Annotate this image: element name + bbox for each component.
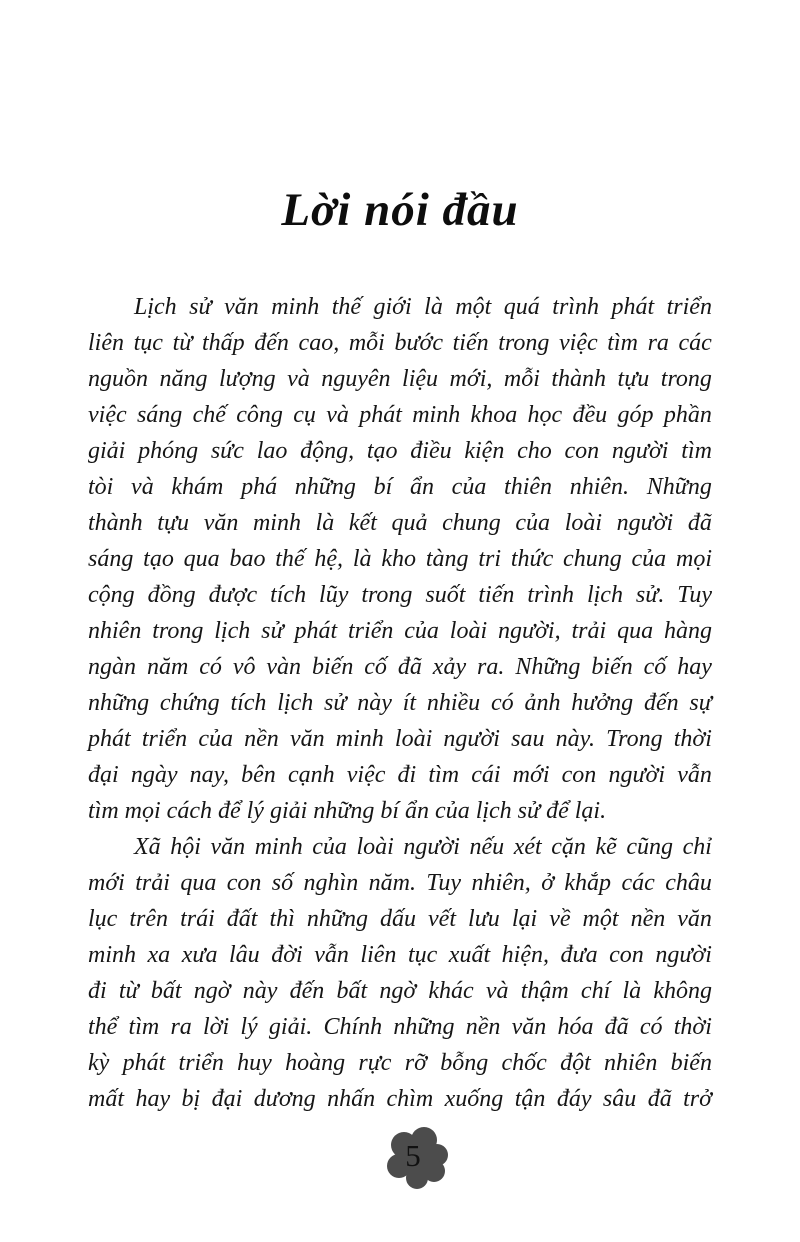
text-line: Xã hội văn minh của loài người nếu xét cặn kẽ cũng chỉ: [134, 834, 712, 860]
page-number: 5: [405, 1138, 421, 1173]
text-line: minh xa xưa lâu đời vẫn liên tục xuất hiện, đưa con người: [88, 942, 712, 968]
text-line: đi từ bất ngờ này đến bất ngờ khác và thậm chí là không: [88, 978, 712, 1004]
text-line: những chứng tích lịch sử này ít nhiều có ảnh hưởng đến sự: [88, 690, 712, 716]
text-line: cộng đồng được tích lũy trong suốt tiến trình lịch sử. Tuy: [88, 582, 712, 608]
page-number-badge: [382, 1124, 450, 1192]
text-line: thành tựu văn minh là kết quả chung của loài người đã: [88, 510, 712, 536]
text-line: mất hay bị đại dương nhấn chìm xuống tận đáy sâu đã trở: [88, 1086, 712, 1112]
text-line: sáng tạo qua bao thế hệ, là kho tàng tri thức chung của mọi: [88, 546, 712, 572]
text-line: nhiên trong lịch sử phát triển của loài người, trải qua hàng: [88, 618, 712, 644]
text-line: mới trải qua con số nghìn năm. Tuy nhiên, ở khắp các châu: [88, 870, 712, 896]
body-text: [88, 294, 712, 1122]
text-line: lục trên trái đất thì những dấu vết lưu lại về một nền văn: [88, 906, 712, 932]
text-line: Lịch sử văn minh thế giới là một quá trình phát triển: [134, 294, 712, 320]
text-line: đại ngày nay, bên cạnh việc đi tìm cái mới con người vẫn: [88, 762, 712, 788]
text-line: nguồn năng lượng và nguyên liệu mới, mỗi thành tựu trong: [88, 366, 712, 392]
text-line: liên tục từ thấp đến cao, mỗi bước tiến trong việc tìm ra các: [88, 330, 712, 356]
text-line: tìm mọi cách để lý giải những bí ẩn của lịch sử để lại.: [88, 798, 607, 824]
chapter-title: Lời nói đầu: [281, 184, 519, 236]
text-line: phát triển của nền văn minh loài người sau này. Trong thời: [88, 726, 712, 752]
text-line: ngàn năm có vô vàn biến cố đã xảy ra. Những biến cố hay: [88, 654, 712, 680]
text-line: thể tìm ra lời lý giải. Chính những nền văn hóa đã có thời: [88, 1014, 712, 1040]
text-line: tòi và khám phá những bí ẩn của thiên nhiên. Những: [88, 474, 712, 500]
text-line: giải phóng sức lao động, tạo điều kiện cho con người tìm: [88, 438, 712, 464]
text-line: việc sáng chế công cụ và phát minh khoa học đều góp phần: [88, 402, 712, 428]
text-line: kỳ phát triển huy hoàng rực rỡ bỗng chốc đột nhiên biến: [88, 1050, 712, 1076]
